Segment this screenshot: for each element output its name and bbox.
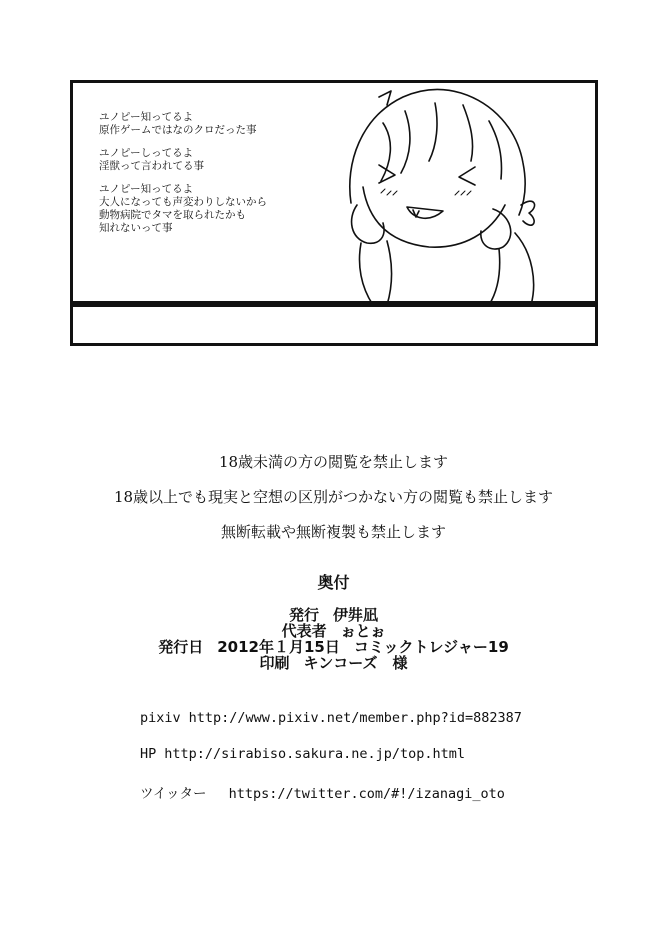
speech-line: 原作ゲームではなのクロだった事 xyxy=(99,124,257,136)
panel-floor-line xyxy=(73,301,595,307)
speech-line: ユノピー知ってるよ xyxy=(99,111,194,123)
publish-date: 2012年１月15日 xyxy=(217,638,340,656)
representative-name: ぉとぉ xyxy=(340,622,386,640)
twitter-label: ツイッター xyxy=(140,786,207,802)
publisher-row xyxy=(0,607,667,623)
notices xyxy=(0,455,667,560)
publisher-label: 発行 xyxy=(288,606,319,624)
pixiv-link[interactable]: http://www.pixiv.net/member.php?id=882387 xyxy=(188,710,522,726)
chibi-character-illustration xyxy=(343,83,543,305)
pixiv-row xyxy=(140,710,522,728)
manga-panel xyxy=(70,80,598,346)
speech-block-2 xyxy=(99,147,329,173)
date-row xyxy=(0,639,667,655)
speech-line: 知れないって事 xyxy=(99,222,173,234)
speech-block-1 xyxy=(99,111,329,137)
twitter-link[interactable]: https://twitter.com/#!/izanagi_oto xyxy=(228,786,505,802)
copyright-notice: 無断転載や無断複製も禁止します xyxy=(220,523,446,541)
speech-block-3 xyxy=(99,183,329,235)
twitter-row xyxy=(140,782,522,800)
links xyxy=(140,710,522,818)
speech-line: ユノピー知ってるよ xyxy=(99,183,194,195)
colophon-title: 奥付 xyxy=(317,573,350,592)
hp-link[interactable]: http://sirabiso.sakura.ne.jp/top.html xyxy=(164,746,465,762)
printer-name: キンコーズ 様 xyxy=(303,654,408,672)
speech-line: ユノピーしってるよ xyxy=(99,147,194,159)
representative-label: 代表者 xyxy=(281,622,327,640)
printer-label: 印刷 xyxy=(259,654,290,672)
speech-line: 動物病院でタマを取られたかも xyxy=(99,209,246,221)
pixiv-label: pixiv xyxy=(140,710,181,726)
representative-row xyxy=(0,623,667,639)
speech-text xyxy=(99,111,329,245)
speech-line: 大人になっても声変わりしないから xyxy=(99,196,267,208)
hp-label: HP xyxy=(140,746,157,762)
hp-row xyxy=(140,746,522,764)
date-label: 発行日 xyxy=(158,638,204,656)
reality-notice: 18歳以上でも現実と空想の区別がつかない方の閲覧も禁止します xyxy=(113,488,554,506)
credits xyxy=(0,607,667,671)
publisher-name: 伊弉凪 xyxy=(333,606,379,624)
speech-line: 淫獣って言われてる事 xyxy=(99,160,204,172)
age-notice: 18歳未満の方の閲覧を禁止します xyxy=(218,453,449,471)
event-name: コミックトレジャー19 xyxy=(353,638,509,656)
printer-row xyxy=(0,655,667,671)
